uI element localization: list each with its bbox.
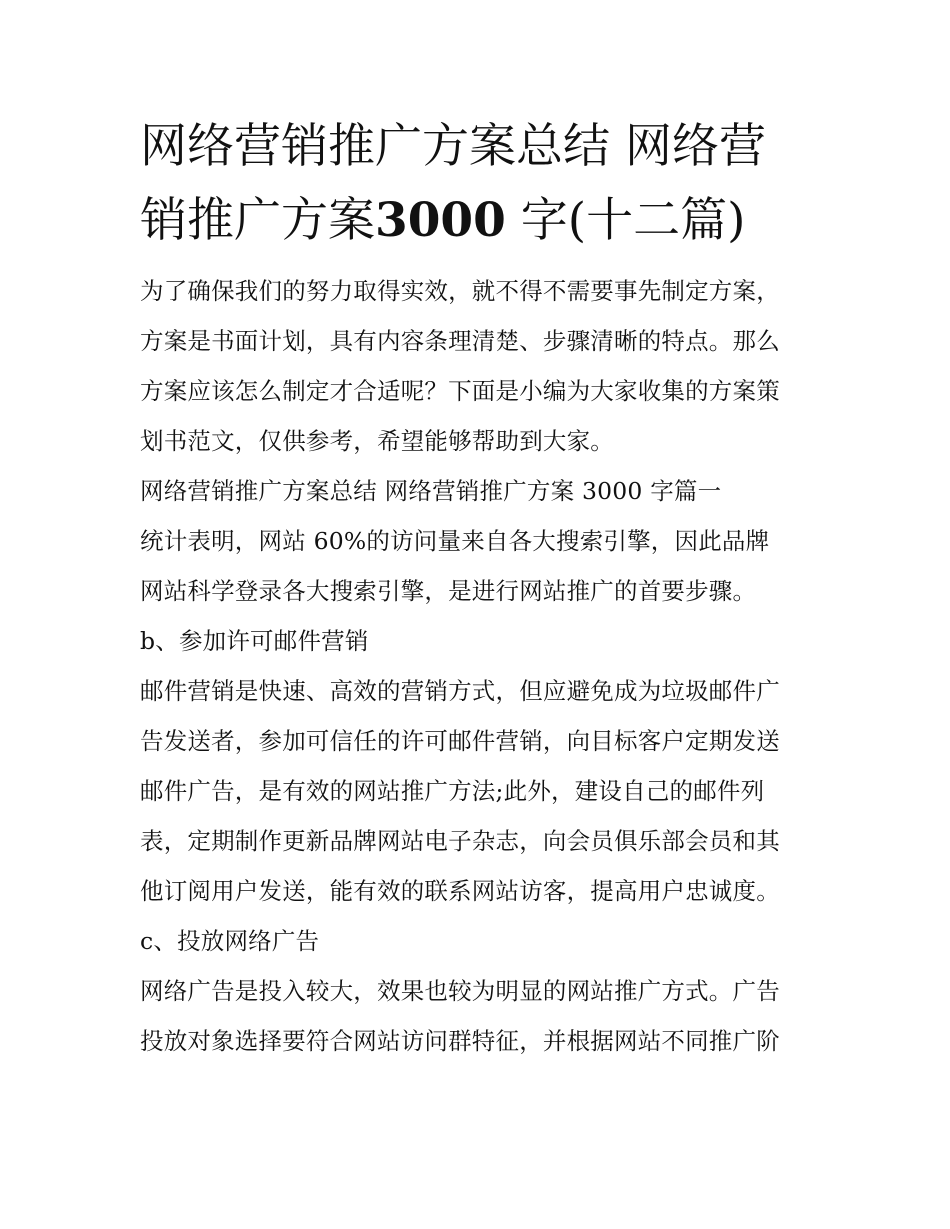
title-line-2-suffix: 字(十二篇) <box>505 193 746 248</box>
title-line-2-prefix: 销推广方案 <box>140 193 375 248</box>
section-heading-text: 网络营销推广方案总结 网络营销推广方案 3000 字篇一 <box>140 477 722 505</box>
heading-c <box>140 916 820 966</box>
intro-paragraph <box>140 266 820 466</box>
heading-b-text: b、参加许可邮件营销 <box>140 627 369 655</box>
heading-c-text: c、投放网络广告 <box>140 927 320 955</box>
intro-line: 为了确保我们的努力取得实效，就不得不需要事先制定方案， <box>140 277 780 305</box>
heading-b <box>140 616 820 666</box>
title-line-1: 网络营销推广方案总结 网络营 <box>140 119 766 174</box>
document-title <box>140 110 820 258</box>
email-line: 邮件广告，是有效的网站推广方法;此外，建设自己的邮件列 <box>140 777 765 805</box>
intro-line: 方案应该怎么制定才合适呢？下面是小编为大家收集的方案策 <box>140 377 780 405</box>
intro-line: 划书范文，仅供参考，希望能够帮助到大家。 <box>140 427 614 455</box>
ad-line: 网络广告是投入较大，效果也较为明显的网站推广方式。广告 <box>140 977 780 1005</box>
email-line: 邮件营销是快速、高效的营销方式，但应避免成为垃圾邮件广 <box>140 677 780 705</box>
intro-line: 方案是书面计划，具有内容条理清楚、步骤清晰的特点。那么 <box>140 327 780 355</box>
email-line: 他订阅用户发送，能有效的联系网站访客，提高用户忠诚度。 <box>140 877 780 905</box>
stats-paragraph <box>140 516 820 616</box>
section-heading <box>140 466 820 516</box>
email-line: 表，定期制作更新品牌网站电子杂志，向会员俱乐部会员和其 <box>140 827 780 855</box>
email-line: 告发送者，参加可信任的许可邮件营销，向目标客户定期发送 <box>140 727 780 755</box>
email-paragraph <box>140 666 820 916</box>
stats-line: 网站科学登录各大搜索引擎，是进行网站推广的首要步骤。 <box>140 577 757 605</box>
document-page <box>140 110 820 1066</box>
title-line-2 <box>140 184 820 258</box>
ad-paragraph <box>140 966 820 1066</box>
ad-line: 投放对象选择要符合网站访问群特征，并根据网站不同推广阶 <box>140 1027 780 1055</box>
title-number: 3000 <box>375 193 506 248</box>
stats-line: 统计表明，网站 60%的访问量来自各大搜索引擎，因此品牌 <box>140 527 770 555</box>
